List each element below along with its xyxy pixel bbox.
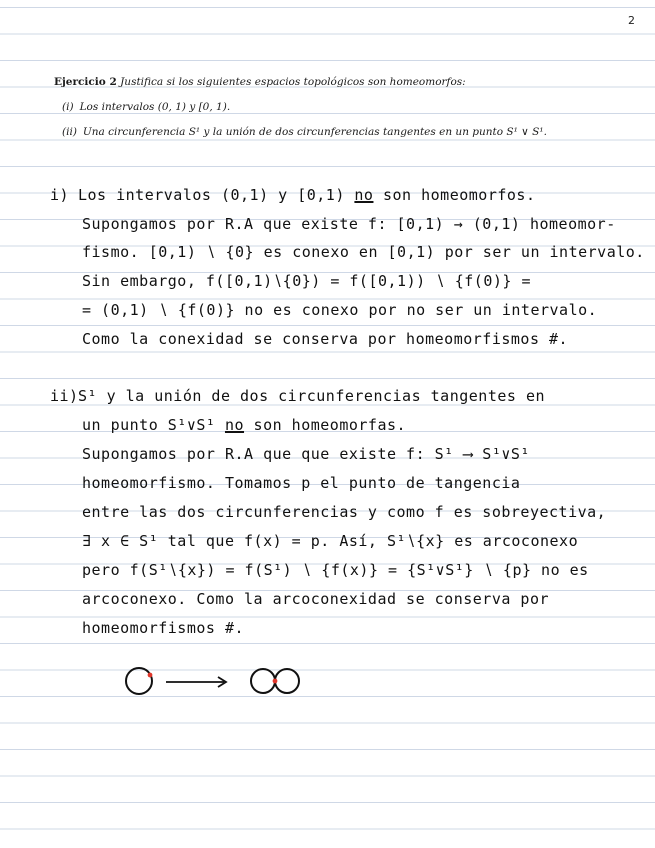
homeomorphism-sketch: [120, 662, 310, 702]
answer-ii-line-2: [82, 416, 406, 434]
answer-i-number: i): [50, 186, 70, 204]
answer-ii-number: ii): [50, 387, 79, 405]
answer-ii-line-4: homeomorfismo. Tomamos p el punto de tangencia: [82, 474, 521, 492]
answer-ii-line-6: ∃ x ∈ S¹ tal que f(x) = p. Así, S¹∖{x} es arcoconexo: [82, 532, 579, 550]
exercise-item-label: (ii): [62, 126, 77, 138]
circle-s1: [126, 668, 152, 694]
underlined-no: no: [354, 186, 374, 204]
answer-i-line-5: = (0,1) ∖ {f(0)} no es conexo por no ser un intervalo.: [82, 301, 598, 319]
page-number: 2: [628, 14, 635, 27]
answer-i-line-3: fismo. [0,1) ∖ {0} es conexo en [0,1) por ser un intervalo.: [82, 243, 645, 261]
tangency-point-marker: [273, 679, 278, 684]
answer-i-line-2: Supongamos por R.A que existe f: [0,1) → (0,1) homeomor-: [82, 215, 616, 233]
wedge-circle-left: [251, 669, 275, 693]
answer-text: son homeomorfos.: [373, 186, 536, 204]
answer-text: Los intervalos (0,1) y [0,1): [78, 186, 355, 204]
exercise-prompt: Justifica si los siguientes espacios topológicos son homeomorfos:: [120, 76, 466, 88]
removed-point-marker: [148, 673, 153, 678]
underlined-no: no: [224, 416, 245, 434]
answer-ii-line-3: Supongamos por R.A que que existe f: S¹ ⟶ S¹∨S¹: [82, 445, 530, 463]
answer-i-line-6: Como la conexidad se conserva por homeomorfismos #.: [82, 330, 569, 348]
exercise-item-ii: [54, 120, 614, 145]
answer-i-line-1: [50, 186, 536, 204]
exercise-item-text: Los intervalos (0, 1) y [0, 1).: [79, 101, 231, 113]
exercise-item-text: Una circunferencia S¹ y la unión de dos circunferencias tangentes en un punto S¹ ∨ S¹.: [82, 126, 547, 138]
answer-ii-line-5: entre las dos circunferencias y como f es sobreyectiva,: [82, 503, 607, 521]
answer-ii-line-8: arcoconexo. Como la arcoconexidad se conserva por: [82, 590, 550, 608]
answer-text: un punto S¹∨S¹: [82, 416, 225, 434]
answer-i-line-4: Sin embargo, f([0,1)∖{0}) = f([0,1)) ∖ {f(0)} =: [82, 272, 531, 290]
exercise-heading: [54, 70, 614, 95]
answer-ii-line-7: pero f(S¹∖{x}) = f(S¹) ∖ {f(x)} = {S¹∨S¹} ∖ {p} no es: [82, 561, 589, 579]
exercise-title: Ejercicio 2: [54, 76, 117, 88]
wedge-circle-right: [275, 669, 299, 693]
exercise-item-label: (i): [62, 101, 74, 113]
answer-text: S¹ y la unión de dos circunferencias tangentes en: [78, 387, 546, 405]
answer-ii-line-1: [50, 387, 545, 405]
exercise-statement: [54, 70, 614, 145]
answer-text: son homeomorfas.: [244, 416, 407, 434]
exercise-item-i: [54, 95, 614, 120]
answer-ii-line-9: homeomorfismos #.: [82, 619, 245, 637]
